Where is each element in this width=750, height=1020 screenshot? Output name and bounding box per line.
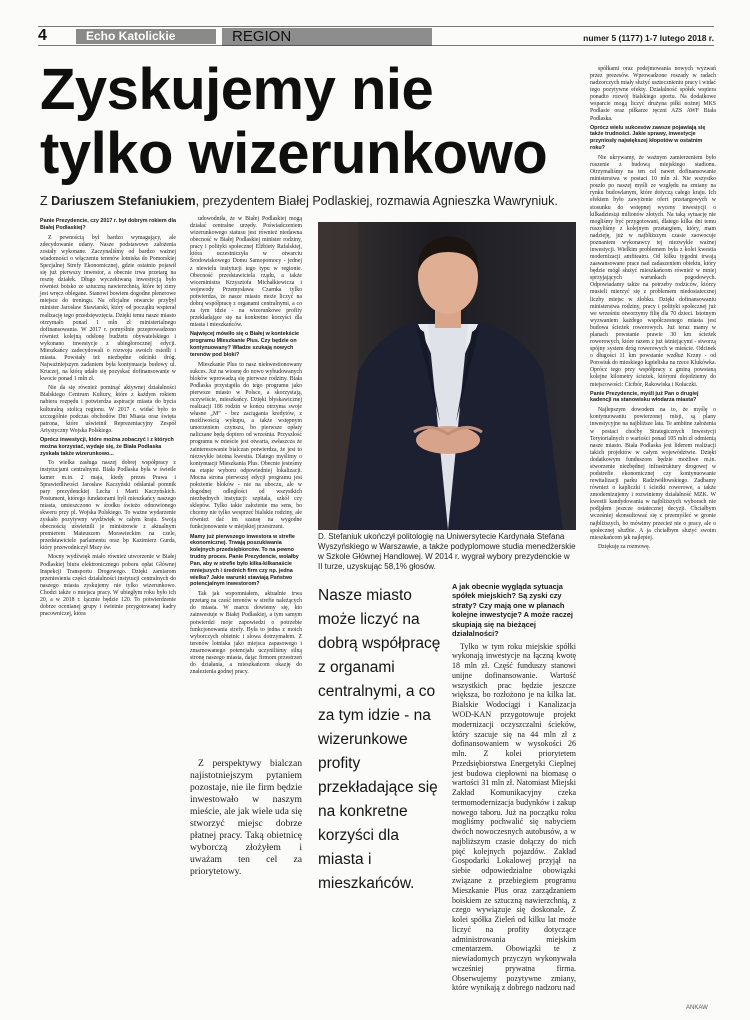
pull-quote: Nasze miasto może liczyć na dobrą współpracę z organami centralnymi, a co za tym idzie - na wizerunkowe profity przekładające się na konkretne korzyści dla miasta i mieszkańców. xyxy=(318,587,441,892)
interview-question: Panie Prezydencie, myśli już Pan o drugiej kadencji na stanowisku włodarza miasta? xyxy=(590,390,699,404)
photo-credit: ANKAW xyxy=(686,1005,708,1011)
interview-question: Oprócz inwestycji, które można zobaczyć i z których można korzystać, wydaje się, że Biała Podlaska zyskała także wizerunkowo... xyxy=(40,436,174,457)
interview-question: Najwięcej mówiło się o Białej w kontekście programu Mieszkanie Plus. Czy będzie on kontynuowany? Władze szukają nowych terenów pod bloki? xyxy=(190,331,300,358)
issue-info: numer 5 (1177) 1-7 lutego 2018 r. xyxy=(583,33,714,43)
answer-paragraph: To wielka zasługa naszej dobrej współpracy z instytucjami centralnymi. Biała Podlaska była w świetle kamer m.in. 2 maja, kiedy prezes Prawa i Sprawiedliwości Jarosław Kaczyński odsłaniał pomnik pary prezydenckiej Lecha i Marii Kaczyńskich. Postument, którego fundatorami byli mieszkańcy naszego miasta, umieszczono w środku świeżo odnowionego skweru przy pl. Wojska Polskiego. To ważne wydarzenie zyskało pozytywny wydźwięk w całym kraju. Swoją obecnością uświetnili je ministrowie z aktualnym premierem Mateuszem Morawieckim na czele, przedstawiciele parlamentu oraz bp Kazimierz Gurda, który przewodniczył Mszy św. xyxy=(40,460,176,552)
publication-brand: Echo Katolickie xyxy=(76,29,216,44)
answer-paragraph: Mocny wydźwięk miało również utworzenie w Białej Podlaskiej biura elektronicznego poboru opłat Głównej Inspekcji Transportu Drogowego. Dzięki zamiarom przeniesienia części działalności instytucji centralnych do naszego miasta zyskujemy nie tylko wizerunkowo. Chodzi także o miejsca pracy. W ubiegłym roku było ich 20, a w 2018 r. łącznie będzie 120. To potwierdzenie dobrze ocenianej grupy i świetnie przygotowanej kadry pracowniczej, która xyxy=(40,554,176,618)
interview-question: A jak obecnie wygląda sytuacja spółek miejskich? Są zyski czy straty? Czy mają one w planach kolejne inwestycje? A może raczej skupiają się na bieżącej działalności? xyxy=(452,582,573,639)
answer-paragraph: Tak jak wspomniałem, aktualnie trwa przetarg na cześć terenów w strefie należących do miasta. W marcu dowiemy się, kto zainwestuje w Białej Podlaskiej, a tym samym potwierdzi moje zapowiedzi o potrzebie funkcjonowania strefy. Była to jedna z moich wyborczych obietnic i słowa dotrzymałem. Z terenów lotniska jako miejsca zapasowego i zmarnowanego potencjału uczyniliśmy silną stronę naszego miasta, dając firmom przestrzeń do działania, a mieszkańcom okazję do znalezienia godnej pracy. xyxy=(190,591,302,676)
answer-paragraph: Z pewnością był bardzo wymagający, ale zdecydowanie udany. Nasze podstawowe założenia zostały wykonane. Zaczynaliśmy od bardzo ważnej wiadomości o włączeniu terenów lotniska do Pomorskiej Specjalnej Strefy Ekonomicznej, gdzie ostatnio pojawił się już pierwszy inwestor, a obecnie trwa przetarg na resztę działek. Długo wyczekiwaną inwestycją było również boisko ze sztuczną nawierzchnią, które tej zimy jest wręcz oblegane. Stanowi bowiem dogodne plenerowe miejsce do treningu. Na oficjalne otwarcie przybył minister Jarosław Stawiarski, który od początku wspierał realizację tego przedsięwzięcia. Dzięki temu nasze miasto otrzymało ponad 1 mln zł ministerialnego dofinansowania. W 2017 r. pomyślnie przeprowadzono również kolejną odsłonę budżetu obywatelskiego i wykonano inwestycje z ubiegłorocznej edycji. Mieszkańcy zadecydowali o rozwoju swoich osiedli i miasta. Powstały też niezbędne odcinki dróg. Najważniejszym zadaniem była kontynuacja budowy ul. Kruczej, na którą udało się pozyskać dofinansowanie w kwocie ponad 1 mln zł. xyxy=(40,234,176,383)
byline-name: Dariuszem Stefaniukiem xyxy=(51,194,196,208)
answer-paragraph: spółkami oraz podejmowania nowych wyzwań przez prezesów. Wprowadzone roszady w radach nadzorczych miały służyć usztecznieniu pracy i widać tego pozytywne efekty. Działalność spółek wspiera ponadto rozwój bialskiego sportu. Na dodatkowe wsparcie mogą liczyć drużyna piłki nożnej MKS Podlasie oraz piłkarze ręczni AZS AWF Biała Podlaska. xyxy=(590,66,716,122)
answer-paragraph: Tylko w tym roku miejskie spółki wykonają inwestycje na łączną kwotę 18 mln zł. Część funduszy stanowi unijne dofinansowanie. Wartość wszystkich prac będzie jeszcze większa, bo rozłożono je na kilka lat. Bialskie Wodociągi i Kanalizacja WOD-KAN przygotowuje projekt modernizacji oczyszczalni ścieków, który szacuje się na 44 mln zł z dofinansowaniem w wysokości 26 mln. Z kolei priorytetem Przedsiębiorstwa Energetyki Cieplnej jest budowa ciepłowni na biomasę o wartości 31 mln zł. Natomiast Miejski Zakład Komunikacyjny czeka termomodernizacja budynków i zakup nowego taboru. Już na początku roku mogliśmy pochwalić się nabyciem dwóch nowoczesnych autobusów, a w najbliższym czasie dołączy do nich pięć kolejnych pojazdów. Zakład Gospodarki Lokalowej przyjął na siebie odpowiedzialne obowiązki związane z przebiegiem programu Mieszkanie Plus oraz zarządzaniem boiskiem ze sztuczną nawierzchnią, z czego wywiązuje się doskonale. Z kolei spółka Zieleń od kilku lat może liczyć na profity dotyczące administrowania miejskim cmentarzem. Obowiązki te z niewiadomych przyczyn wykonywała wcześniej prywatna firma. Obserwujemy pozytywne zmiany, które wynikają z dobrego nadzoru nad xyxy=(452,641,576,993)
answer-paragraph: Nie ukrywamy, że ważnym zamierzeniem było ruszenie z budową miejskiego stadionu. Otrzymaliśmy na ten cel nawet dofinansowanie ministerstwa w postaci 10 mln zł. Nie wszystko poszło po naszej myśli ze względu na zmiany na rynku budowlanym, które dotyczą całego kraju. Ich efektem było zawyżenie ofert przetargowych w stosunku do wstępnej wyceny inwestycji o kilkadziesiąt milionów złotych. Na taką sytuację nie mogliśmy być przygotowani, dlatego kilka dni temu ruszyliśmy z kolejnym przetargiem, który, mam nadzieję, już w najbliższym czasie zaowocuje poznaniem wykonawcy tej niezwykle ważnej inwestycji. Wielkim problemem była z kolei kwestia modernizacji amfiteatru. Od kilku tygodni trwają zaawansowane prace nad zadaszeniem obiektu, który będzie mógł służyć mieszkańcom również w mniej sprzyjających warunkach pogodowych. Odpowiadamy także na potrzeby rodziców, którzy musieli mierzyć się z problemem niedostatecznej liczby miejsc w żłobku. Dzięki dofinansowaniu ministerstwa rodziny, pracy i polityki społecznej już we wrześniu otworzymy filię dla 70 dzieci. Istotnym wyzwaniem każdego współczesnego miasta jest budowa ścieżek rowerowych. Już teraz mamy w planach powstanie prawie 30 km ścieżek rowerowych, które razem z już istniejącymi - stworzą spójny system dróg rowerowych w mieście. Odcinek o długości 11 km powstanie wzdłuż Krzny - od Porosiuk do mieskiego kąpieliska na rzece Klukówka. Oprócz tego przy współpracy z gminą powstaną kolejne kilometry ścieżek, którymi dojedziemy do miejscowości: Cicibór, Rakowiska i Kołaczki. xyxy=(590,155,716,388)
photo-caption: D. Stefaniuk ukończył politologię na Uniwersytecie Kardynała Stefana Wyszyńskiego w Warszawie, a także podyplomowe studia menedżerskie w Szkole Głównej Handlowej. W 2014 r. wygrał wybory prezydenckie w II turze, uzyskując 58,1% głosów. xyxy=(318,532,576,571)
interviewee-photo xyxy=(318,222,576,530)
answer-paragraph: Nie da się również pominąć aktywnej działalności Bialskiego Centrum Kultury, które z każdym rokiem nabiera rozpędu i potwierdza aspiracje miasta do bycia kulturalną stolicą regionu. W 2017 r. widać było to szczególnie podczas obchodów Dni Miasta oraz święta patrona, które uświetnił Reprezentacyjny Zespół Artystyczny Wojska Polskiego. xyxy=(40,385,176,434)
answer-paragraph: Najlepszym dowodem na to, że myślę o kontynuowaniu powierzonej misji, są plany inwestycyjne na najbliższe lata. Te ambitne założenia w postaci choćby Strategicznych Inwestycji Terytorialnych o wartości ponad 105 mln zł odmienią nasze miasto. Biała Podlaska jest liderem realizacji takich projektów w całym województwie. Dzięki dodatkowym funduszom będzie możliwe m.in. stworzenie niezbędnej infrastruktury drogowej w podstrefie ekonomicznej czy kontynuowanie rewitalizacji parku Radziwiłłowskiego. Zadbamy również o kapliczki i ścieżki rowerowe, a także zmodernizujemy i rozwiniemy działalność MZK. W kwestii kandydowania w najbliższych wyborach nie podjąłem jeszcze ostatecznej decyzji. Chciałbym wcześniej skonsultować się z przemyśleć w gronie najbliższych, bo mówimy przecież nie o pracy, ale o społecznej służbie. A ja chciałbym służyć swoim mieszkańcom jak najlepiej. xyxy=(590,407,716,541)
byline-prefix: Z xyxy=(40,194,52,208)
section-label: REGION xyxy=(222,28,432,45)
portrait-illustration xyxy=(318,222,576,530)
text-column-2 xyxy=(190,216,302,1016)
text-column-2-bottom xyxy=(190,758,302,880)
text-column-4 xyxy=(452,580,576,1010)
headline-line-2: tylko wizerunkowo xyxy=(40,121,548,186)
answer-paragraph: Z perspektywy bialczan najistotniejszym pytaniem pozostaje, nie ile firm będzie inwestowało w naszym mieście, ale jak wiele uda się stworzyć miejsc dobrze płatnej pracy. Taką obietnicę wyborczą złożyłem i uważam ten cel za priorytetowy. xyxy=(190,758,302,877)
interview-question: Oprócz wielu sukcesów zawsze pojawiają się także trudności. Jakie sprawy, inwestycje przyniosły największej kłopotów w ostatnim roku? xyxy=(590,124,706,152)
byline-rest: , prezydentem Białej Podlaskiej, rozmawia Agnieszka Wawryniuk. xyxy=(195,194,558,208)
headline-line-1: Zyskujemy nie xyxy=(40,57,434,122)
answer-paragraph: udowodniła, że w Białej Podlaskiej mogą działać centralne urzędy. Poświadczeniem wizerunkowego statusu jest również niedawna obecność w Białej Podlaskiej minister rodziny, pracy i polityki społecznej Elżbiety Rafalskiej, która uczestniczyła w otwarciu Środowiskowego Domu Samopomocy - jednej z niewielu instytucji tego typu w regionie. Obecność przedstawiciela rządu, a także wiceministra Krzysztofa Michałkiewicza i wojewody Przemysława Czarnka tylko potwierdza, że nasze miasto może liczyć na dobrą współpracę z organami centralnymi, a co za tym idzie - na wizerunkowe profity przekładające się na konkretne korzyści dla miasta i mieszkańców. xyxy=(190,216,302,329)
page-number: 4 xyxy=(38,27,47,44)
text-column-5 xyxy=(590,66,716,1016)
answer-paragraph: Mieszkanie Plus to nasz niekwestionowany sukces. Już na wiosnę do nowo wybudowanych bloków wprowadzą się pierwsze rodziny. Biała Podlaska przystąpiła do tego programu jako pierwsze miasto w Polsce, a skorzystają, oczywiście, mieszkańcy. Dzięki błyskawicznej realizacji 186 rodzin w końcu otrzyma swoje własne „M” - bez zaciągania kredytów, z możliwością wykupu, a także wstępnym umorzeniem czynszu, bo pierwsze opłaty naliczane będą dopiero od września. Przyszłość programu w mieście jest otwarta, zwłaszcza że zainteresowanie bialczan potwierdza, że jest to niezwykle istotna kwestia. Dlatego myślimy o kontynuacji Mieszkania Plus. Obecnie jesteśmy na etapie wyboru odpowiedniej lokalizacji. Mocna strona pierwszej edycji programu jest położenie bloków - nie na uboczu, ale w dogodnej odległości od wszystkich niezbędnych instytucji: szpitala, szkół czy sklepów. Tylko takie założenie ma sens, bo chcemy nie tylko wesprzeć bialskie rodziny, ale również dać im szansę na wygodne funkcjonowanie w miejskiej przestrzeni. xyxy=(190,361,302,531)
interview-question: Mamy już pierwszego inwestora w strefie ekonomicznej. Trwają poszukiwania kolejnych przedsiębiorców. To na pewno trudny proces. Panie Prezydencie, wolałby Pan, aby w strefie było kilka-kilkanaście mniejszych i średnich firm czy np. jedna wielka? Jakie warunki stawiają Państwo potencjalnym inwestorom? xyxy=(190,533,299,588)
page-header xyxy=(38,26,714,46)
answer-paragraph: Dziękuję za rozmowę. xyxy=(598,543,650,550)
interview-question: Panie Prezydencie, czy 2017 r. był dobrym rokiem dla Białej Podlaskiej? xyxy=(40,218,176,231)
section-underline xyxy=(222,45,432,46)
text-column-1 xyxy=(40,216,176,1016)
